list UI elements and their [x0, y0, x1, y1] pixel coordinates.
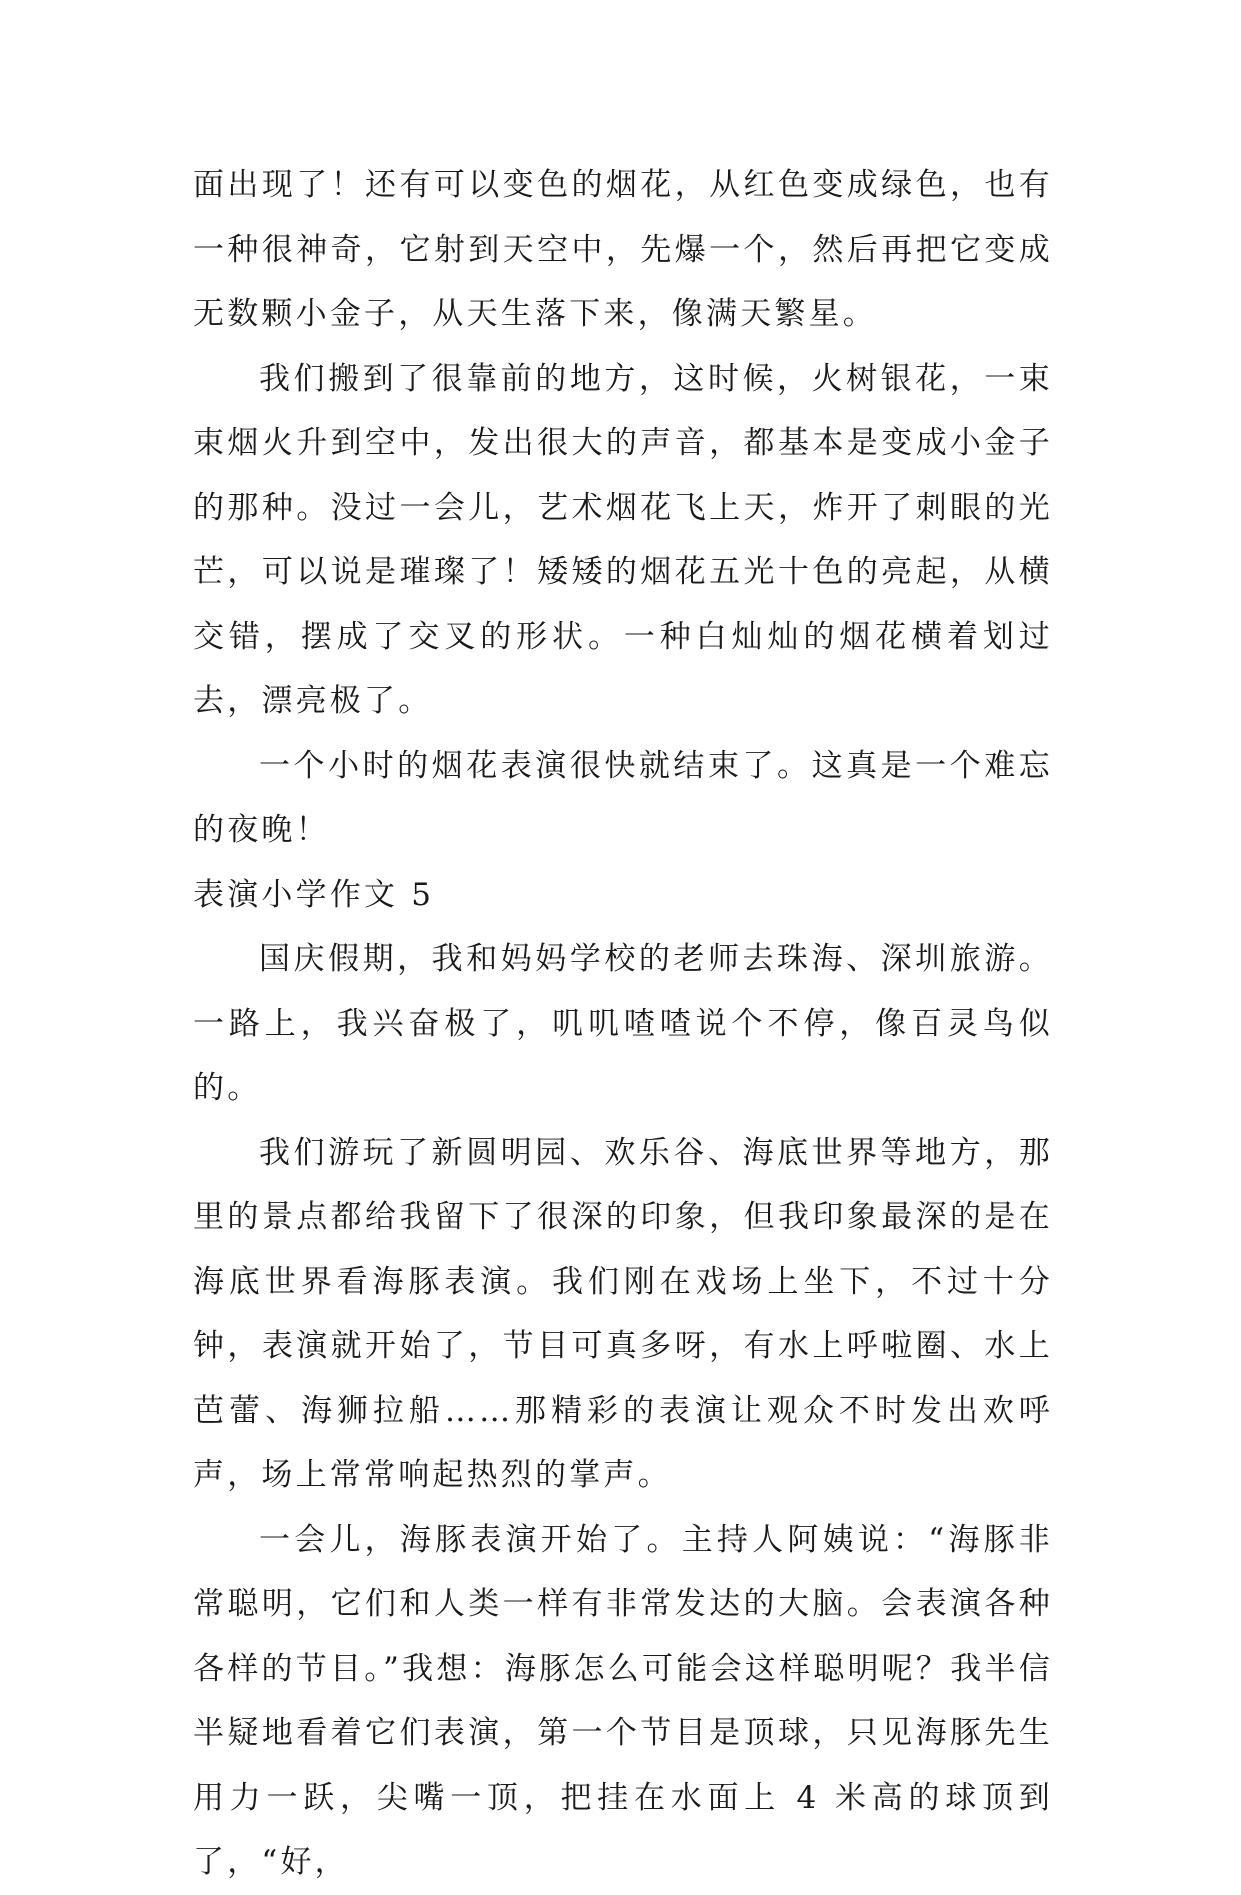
paragraph-trip-2: 我们游玩了新圆明园、欢乐谷、海底世界等地方，那里的景点都给我留下了很深的印象，但我印象最深的是在海底世界看海豚表演。我们刚在戏场上坐下，不过十分钟，表演就开始了，节目可真多呀，有水上呼啦圈、水上芭蕾、海狮拉船……那精彩的表演让观众不时发出欢呼声，场上常常响起热烈的掌声。 — [193, 1134, 1053, 1493]
paragraph-fireworks-1: 面出现了！还有可以变色的烟花，从红色变成绿色，也有一种很神奇，它射到天空中，先爆一个，然后再把它变成无数颗小金子，从天生落下来，像满天繁星。 — [193, 167, 1053, 332]
paragraph-fireworks-2: 我们搬到了很靠前的地方，这时候，火树银花，一束束烟火升到空中，发出很大的声音，都基本是变成小金子的那种。没过一会儿，艺术烟花飞上天，炸开了刺眼的光芒，可以说是璀璨了！矮矮的烟花五光十色的亮起，从横交错，摆成了交叉的形状。一种白灿灿的烟花横着划过去，漂亮极了。 — [193, 360, 1053, 719]
paragraph-trip-1: 国庆假期，我和妈妈学校的老师去珠海、深圳旅游。一路上，我兴奋极了，叽叽喳喳说个不停，像百灵鸟似的。 — [193, 941, 1053, 1106]
paragraph-trip-3: 一会儿，海豚表演开始了。主持人阿姨说：“海豚非常聪明，它们和人类一样有非常发达的大脑。会表演各种各样的节目。”我想：海豚怎么可能会这样聪明呢？我半信半疑地看着它们表演，第一个节目是顶球，只见海豚先生用力一跃，尖嘴一顶，把挂在水面上 4 米高的球顶到了，“好， — [193, 1521, 1053, 1880]
paragraph-fireworks-3: 一个小时的烟花表演很快就结束了。这真是一个难忘的夜晚！ — [193, 747, 1053, 848]
document-body — [193, 153, 1053, 1895]
essay-heading: 表演小学作文 5 — [193, 876, 435, 913]
